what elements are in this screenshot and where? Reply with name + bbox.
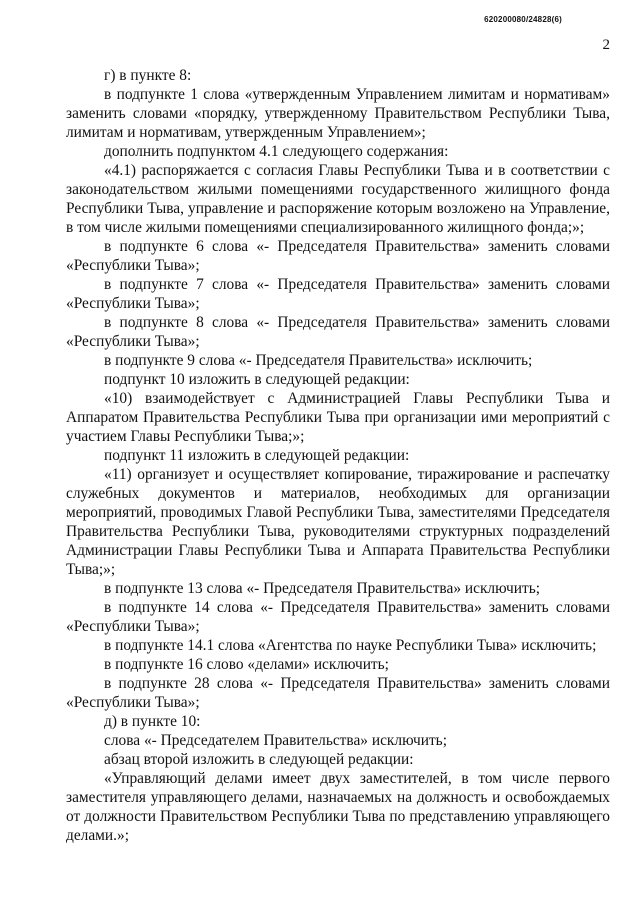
page-number: 2: [602, 37, 610, 53]
paragraph: «Управляющий делами имеет двух заместителей, в том числе первого заместителя управляющего делами, назначаемых на должность и освобождаемых от должности Правительством Республики Тыва по представлению управляющего делами.»;: [66, 770, 610, 844]
paragraph: в подпункте 16 слово «делами» исключить;: [104, 656, 389, 673]
paragraph: в подпункте 14.1 слова «Агентства по науке Республики Тыва» исключить;: [104, 637, 597, 654]
paragraph: в подпункте 1 слова «утвержденным Управлением лимитам и нормативам» заменить словами «порядку, утвержденному Правительством Республики Тыва, лимитам и нормативам, утвержденным Управлением»;: [66, 86, 610, 141]
paragraph: абзац второй изложить в следующей редакции:: [104, 751, 414, 768]
paragraph: дополнить подпунктом 4.1 следующего содержания:: [104, 143, 449, 160]
paragraph: подпункт 11 изложить в следующей редакции:: [104, 447, 410, 464]
document-code: 620200080/24828(6): [484, 15, 562, 24]
paragraph: слова «- Председателем Правительства» исключить;: [104, 732, 447, 749]
paragraph: в подпункте 6 слова «- Председателя Правительства» заменить словами «Республики Тыва»;: [66, 238, 610, 274]
paragraph: в подпункте 14 слова «- Председателя Правительства» заменить словами «Республики Тыва»;: [66, 599, 610, 635]
paragraph: «11) организует и осуществляет копирование, тиражирование и распечатку служебных документов и материалов, необходимых для организации мероприятий, проводимых Главой Республики Тыва, заместителями Председателя Правительства Республики Тыва, руководителями структурных подразделений Администрации Главы Республики Тыва и Аппарата Правительства Республики Тыва;»;: [66, 466, 610, 578]
paragraph: в подпункте 8 слова «- Председателя Правительства» заменить словами «Республики Тыва»;: [66, 314, 610, 350]
paragraph: «4.1) распоряжается с согласия Главы Республики Тыва и в соответствии с законодательством жилыми помещениями государственного жилищного фонда Республики Тыва, управление и распоряжение которым возложено на Управление, в том числе жилыми помещениями специализированного жилищного фонда;»;: [66, 162, 610, 236]
paragraph: в подпункте 13 слова «- Председателя Правительства» исключить;: [104, 580, 541, 597]
paragraph: г) в пункте 8:: [104, 67, 192, 84]
paragraph: подпункт 10 изложить в следующей редакции:: [104, 371, 410, 388]
paragraph: д) в пункте 10:: [104, 713, 201, 730]
paragraph: в подпункте 9 слова «- Председателя Правительства» исключить;: [104, 352, 533, 369]
paragraph: в подпункте 7 слова «- Председателя Правительства» заменить словами «Республики Тыва»;: [66, 276, 610, 312]
paragraph: в подпункте 28 слова «- Председателя Правительства» заменить словами «Республики Тыва»;: [66, 675, 610, 711]
paragraph: «10) взаимодействует с Администрацией Главы Республики Тыва и Аппаратом Правительства Республики Тыва при организации ими мероприятий с участием Главы Республики Тыва;»;: [66, 390, 610, 445]
document-body: [66, 66, 610, 845]
